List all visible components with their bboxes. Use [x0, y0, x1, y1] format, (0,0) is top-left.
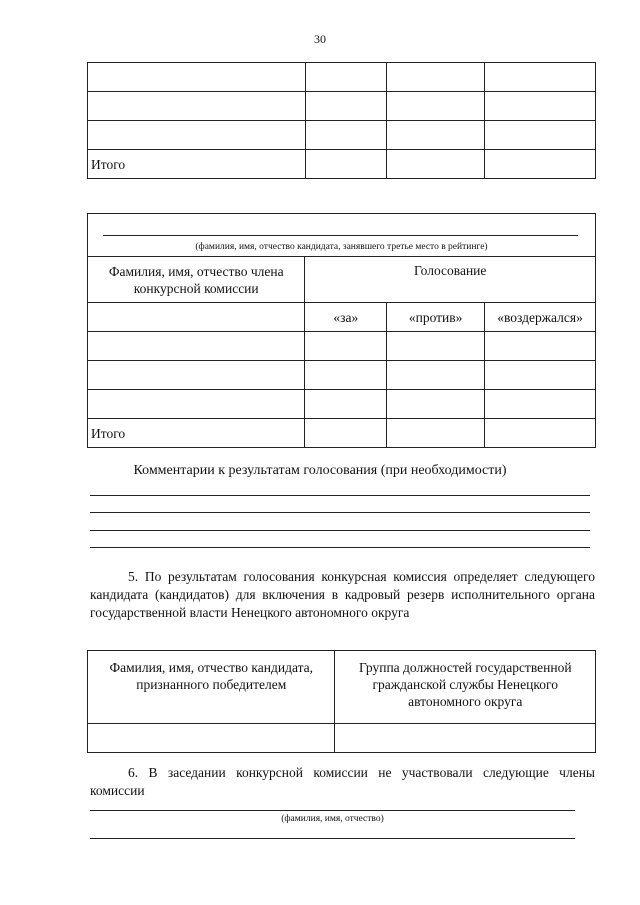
member-header: Фамилия, имя, отчество члена конкурсной комиссии [88, 257, 305, 303]
group-column-header: Группа должностей государственной гражданской службы Ненецкого автономного округа [335, 651, 596, 724]
candidate-name-line [103, 235, 578, 236]
absent-members-line [90, 838, 575, 839]
table-row [88, 361, 596, 390]
comment-line [90, 512, 590, 513]
total-label: Итого [88, 419, 305, 448]
section-6-text: 6. В заседании конкурсной комиссии не участвовали следующие члены комиссии [90, 765, 595, 798]
candidate-column-header: Фамилия, имя, отчество кандидата, признанного победителем [88, 651, 335, 724]
comment-line [90, 495, 590, 496]
voting-table-third-place [87, 213, 596, 448]
comment-line [90, 547, 590, 548]
comment-line [90, 530, 590, 531]
table-row [88, 390, 596, 419]
voting-header: Голосование [305, 257, 596, 303]
vote-abstain-header: «воздержался» [485, 303, 596, 332]
table-row [88, 121, 596, 150]
page-number: 30 [314, 32, 326, 46]
table-row [88, 150, 596, 179]
voting-table-continued [87, 62, 596, 179]
table-row [88, 724, 596, 753]
section-5-text: 5. По результатам голосования конкурсная комиссия определяет следующего кандидата (кандидатов) для включения в кадровый резерв исполнительного органа государственной власти Ненецкого автономного округа [90, 569, 595, 620]
absent-members-line [90, 810, 575, 811]
vote-for-header: «за» [305, 303, 387, 332]
candidate-caption: (фамилия, имя, отчество кандидата, занявшего третье место в рейтинге) [195, 242, 488, 252]
vote-against-header: «против» [387, 303, 485, 332]
table-row [88, 63, 596, 92]
absent-members-caption: (фамилия, имя, отчество) [281, 814, 384, 824]
table-row [88, 419, 596, 448]
table-row [88, 332, 596, 361]
reserve-table [87, 650, 596, 753]
candidate-name-cell [88, 214, 596, 257]
total-label: Итого [88, 150, 306, 179]
table-row [88, 92, 596, 121]
comments-title: Комментарии к результатам голосования (при необходимости) [133, 463, 507, 478]
